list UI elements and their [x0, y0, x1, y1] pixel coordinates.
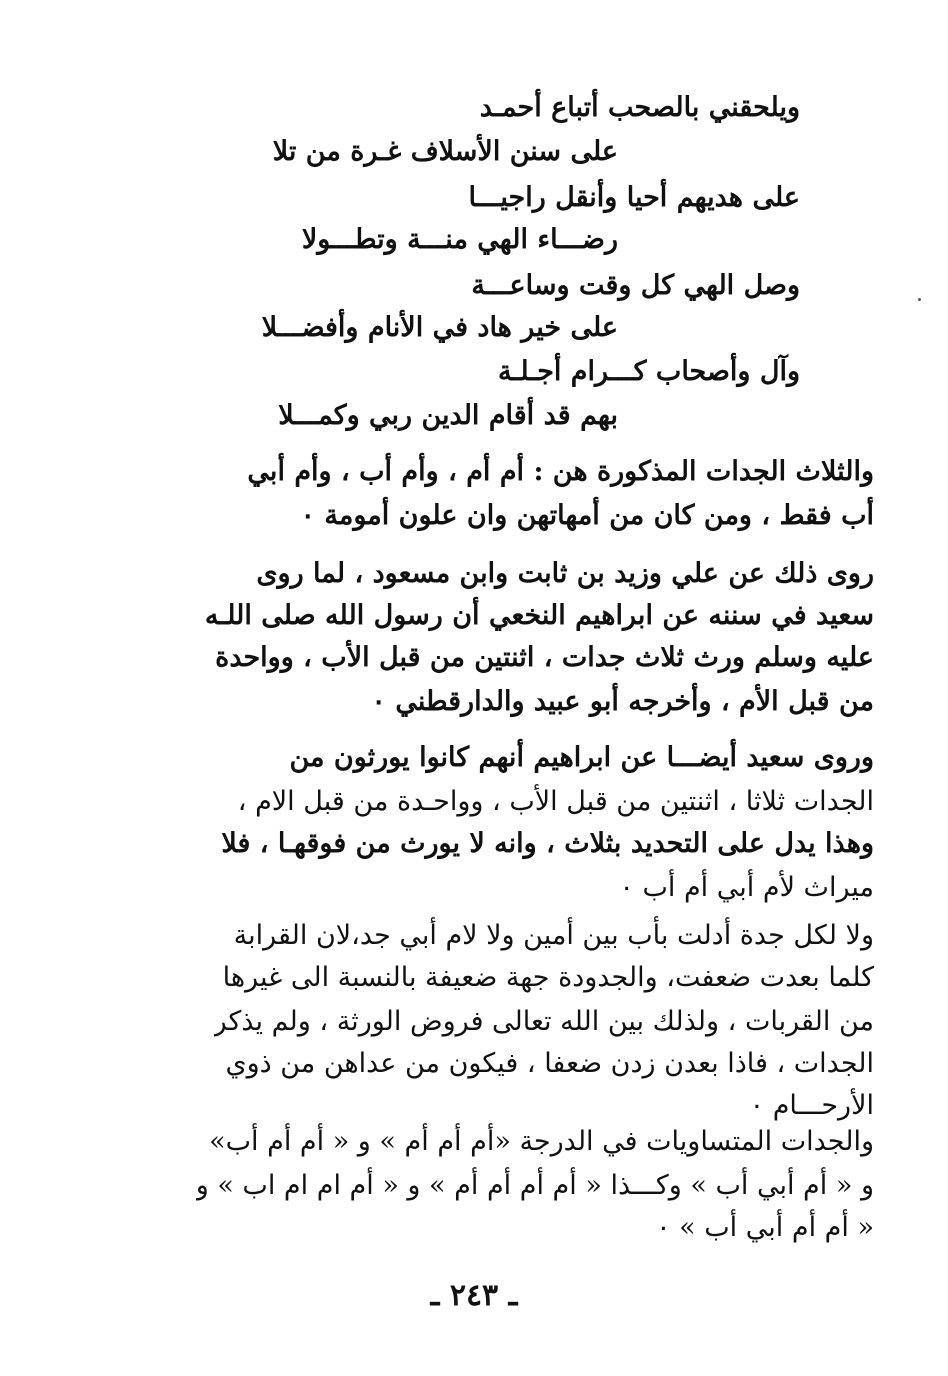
poem-verse: وآل وأصحاب كـــرام أجـلـة [497, 356, 800, 387]
paragraph-line: والجدات المتساويات في الدرجة «أم أم أم » و « أم أم أب» [209, 1126, 874, 1157]
paragraph-line: الجدات ، فاذا بعدن زدن ضعفا ، فيكون من عداهن من ذوي [225, 1048, 874, 1079]
poem-verse: وصل الهي كل وقت وساعـــة [471, 270, 800, 301]
paragraph-line: أب فقط ، ومن كان من أمهاتهن وان علون أمومة ٠ [300, 500, 874, 531]
poem-verse: رضـــاء الهي منـــة وتطـــولا [301, 224, 618, 255]
paragraph-line: الأرحـــام ٠ [749, 1090, 874, 1121]
poem-verse: على سنن الأسلاف غـرة من تلا [272, 136, 618, 167]
paragraph-line: من القربات ، ولذلك بين الله تعالى فروض الورثة ، ولم يذكر [213, 1006, 874, 1037]
page-number: ـ ٢٤٣ ـ [430, 1278, 518, 1313]
poem-verse: على هديهم أحيا وأنقل راجيـــا [468, 182, 800, 213]
paragraph-line: و « أم أبي أب » وكـــذا « أم أم أم أم » و « أم ام ام اب » و [195, 1170, 874, 1201]
paragraph-line: ميراث لأم أبي أم أب ٠ [619, 872, 874, 903]
paragraph-line: ولا لكل جدة أدلت بأب بين أمين ولا لام أبي جد،لان القرابة [233, 920, 874, 951]
paragraph-line: من قبل الأم ، وأخرجه أبو عبيد والدارقطني ٠ [371, 686, 874, 717]
poem-verse: ويلحقني بالصحب أتباع أحمـد [479, 92, 800, 123]
paragraph-line: روى ذلك عن علي وزيد بن ثابت وابن مسعود ، لما روى [256, 558, 874, 589]
paragraph-line: والثلاث الجدات المذكورة هن : أم أم ، وأم أب ، وأم أبي [247, 456, 874, 487]
paragraph-line: « أم أم أبي أب » ٠ [656, 1212, 874, 1243]
paragraph-line: سعيد في سننه عن ابراهيم النخعي أن رسول الله صلى اللـه [204, 600, 874, 631]
paragraph-line: الجدات ثلاثا ، اثنتين من قبل الأب ، وواحـدة من قبل الام ، [237, 786, 874, 817]
paragraph-line: عليه وسلم ورث ثلاث جدات ، اثنتين من قبل الأب ، وواحدة [215, 642, 874, 673]
paragraph-line: وهذا يدل على التحديد بثلاث ، وانه لا يورث من فوقهـا ، فلا [221, 828, 874, 859]
paragraph-line: وروى سعيد أيضـــا عن ابراهيم أنهم كانوا يورثون من [289, 742, 874, 773]
paragraph-line: كلما بعدت ضعفت، والجدودة جهة ضعيفة بالنسبة الى غيرها [222, 962, 874, 993]
poem-verse: على خير هاد في الأنام وأفضـــلا [261, 312, 618, 343]
scan-speck [918, 298, 921, 301]
poem-verse: بهم قد أقام الدين ربي وكمـــلا [278, 400, 618, 431]
